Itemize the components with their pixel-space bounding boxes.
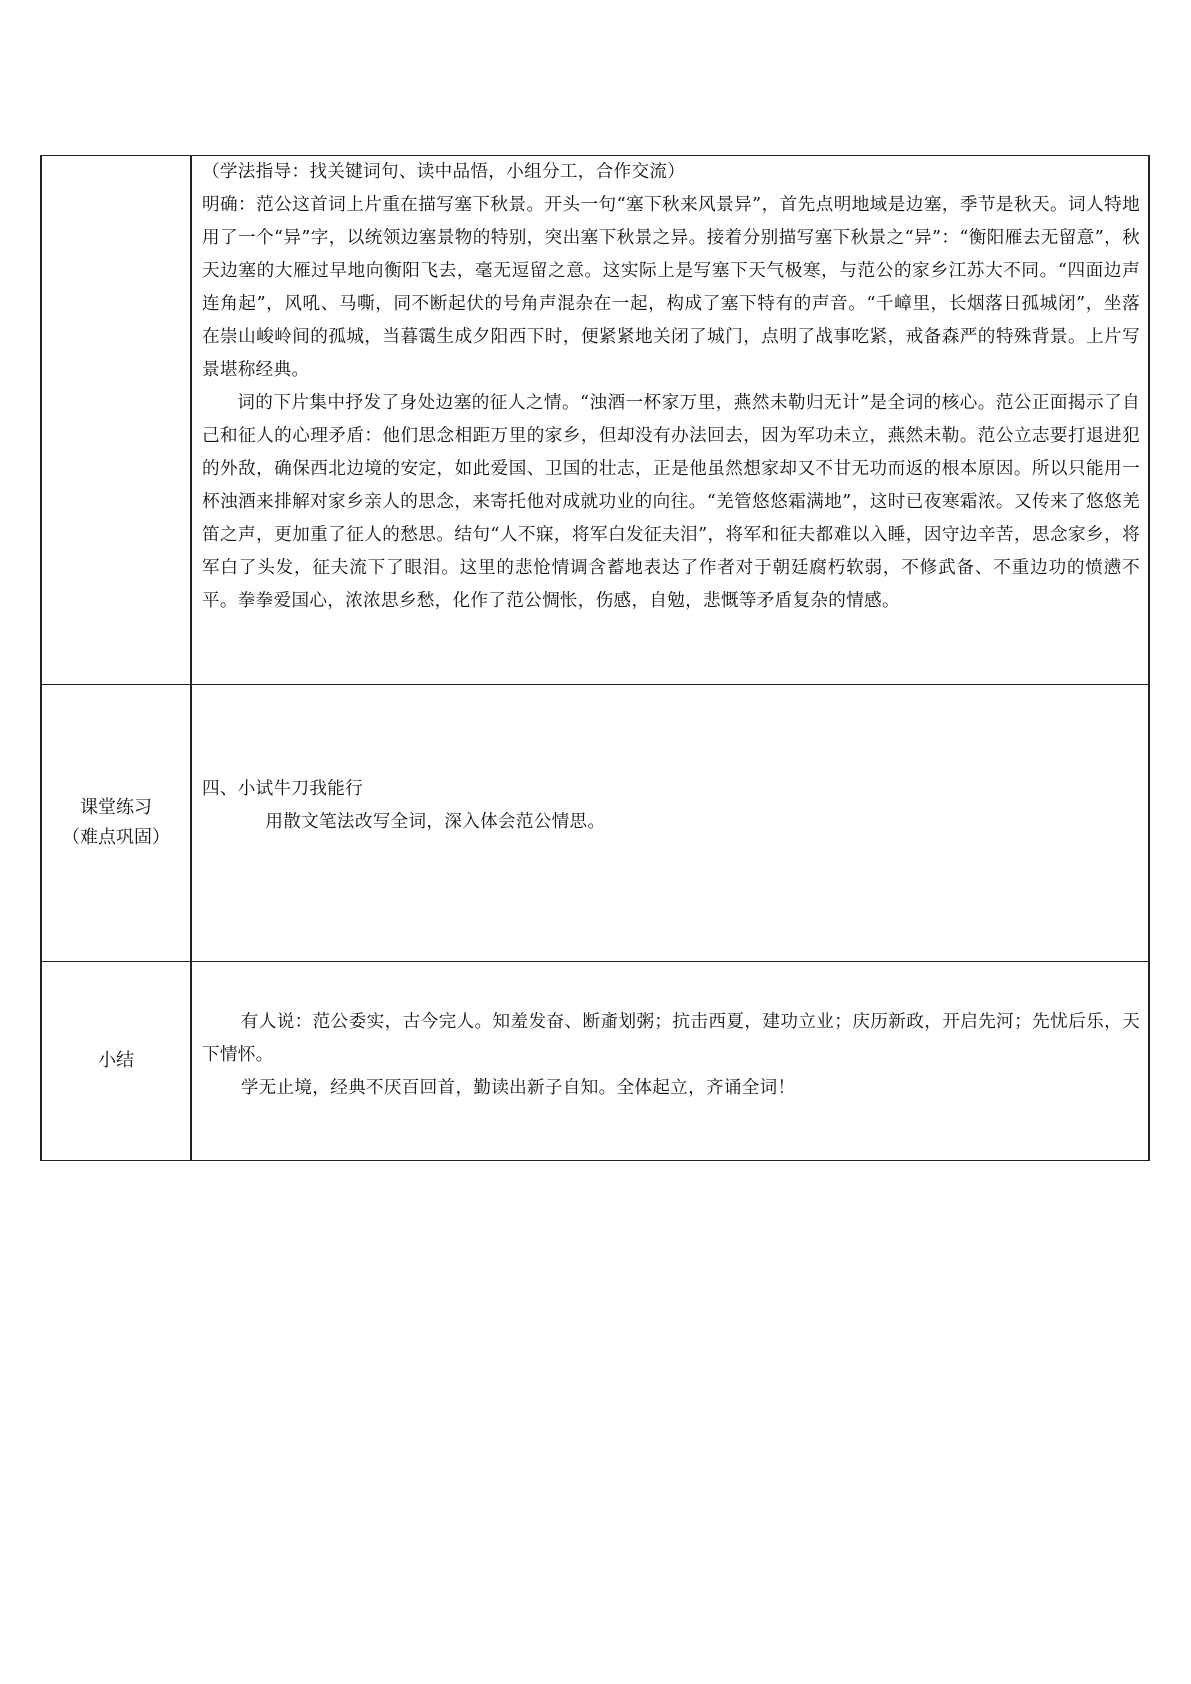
analysis-upper-part: 明确：范公这首词上片重在描写塞下秋景。开头一句“塞下秋来风景异”，首先点明地域是边塞，季节是秋天。词人特地用了一个“异”字，以统领边塞景物的特别，突出塞下秋景之异。接着分别描写塞下秋景之“异”：“衡阳雁去无留意”，秋天边塞的大雁过早地向衡阳飞去，毫无逗留之意。这实际上是写塞下天气极寒，与范公的家乡江苏大不同。“四面边声连角起”，风吼、马嘶，同不断起伏的号角声混杂在一起，构成了塞下特有的声音。“千嶂里，长烟落日孤城闭”，坐落在崇山峻岭间的孤城，当暮霭生成夕阳西下时，便紧紧地关闭了城门，点明了战事吃紧，戒备森严的特殊背景。上片写景堪称经典。 (202, 195, 1140, 380)
summary-closing: 学无止境，经典不厌百回首，勤读出新子自知。全体起立，齐诵全词！ (240, 1078, 796, 1098)
row-label-cell (41, 962, 191, 1161)
table-row (41, 685, 1149, 962)
table-row (41, 962, 1149, 1161)
exercise-heading: 四、小试牛刀我能行 (202, 779, 364, 799)
row-label-cell (41, 685, 191, 962)
method-guidance: （学法指导：找关键词句、读中品悟，小组分工，合作交流） (202, 162, 686, 182)
analysis-lower-part: 词的下片集中抒发了身处边塞的征人之情。“浊酒一杯家万里，燕然未勒归无计”是全词的核心。范公正面揭示了自己和征人的心理矛盾：他们思念相距万里的家乡，但却没有办法回去，因为军功未立，燕然未勒。范公立志要打退进犯的外敌，确保西北边境的安定，如此爱国、卫国的壮志，正是他虽然想家却又不甘无功而返的根本原因。所以只能用一杯浊酒来排解对家乡亲人的思念，来寄托他对成就功业的向往。“羌管悠悠霜满地”，这时已夜寒霜浓。又传来了悠悠羌笛之声，更加重了征人的愁思。结句“人不寐，将军白发征夫泪”，将军和征夫都难以入睡，因守边辛苦，思念家乡，将军白了头发，征夫流下了眼泪。这里的悲怆情调含蓄地表达了作者对于朝廷腐朽软弱，不修武备、不重边功的愤懑不平。拳拳爱国心，浓浓思乡愁，化作了范公惆怅，伤感，自勉，悲慨等矛盾复杂的情感。 (202, 393, 1140, 611)
row-content-cell (191, 685, 1149, 962)
row-content-cell (191, 962, 1149, 1161)
summary-paragraph: 有人说：范公委实，古今完人。知羞发奋、断齑划粥；抗击西夏，建功立业；庆历新政，开启先河；先忧后乐，天下情怀。 (202, 1012, 1140, 1065)
row-label-line1: 小结 (98, 1050, 134, 1071)
row-label-line1: 课堂练习 (80, 797, 152, 818)
table-row (41, 156, 1149, 685)
row-content-cell (191, 156, 1149, 685)
exercise-task: 用散文笔法改写全词，深入体会范公情思。 (265, 812, 606, 832)
row-label-cell (41, 156, 191, 685)
lesson-plan-table (40, 155, 1150, 1161)
row-label-line2: （难点巩固） (62, 827, 170, 848)
